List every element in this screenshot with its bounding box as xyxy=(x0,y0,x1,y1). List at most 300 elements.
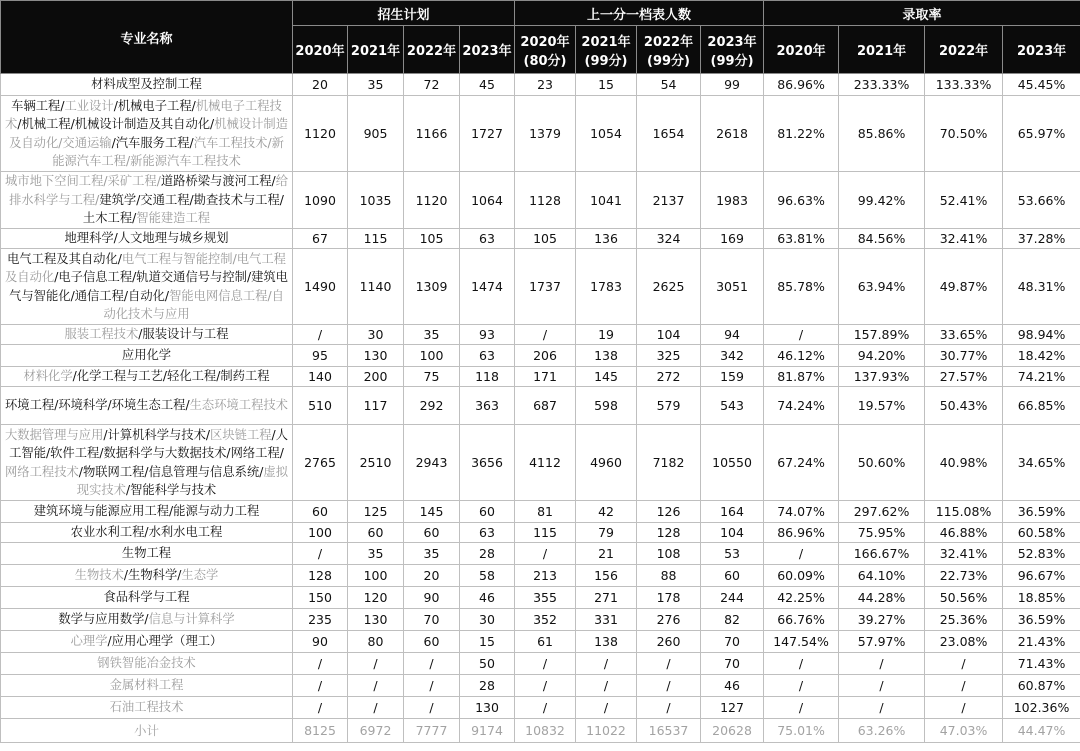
value-cell: 150 xyxy=(293,587,348,609)
value-cell: 63 xyxy=(460,523,515,543)
major-name-segment: 网络工程技术 xyxy=(5,464,79,479)
value-cell: / xyxy=(764,543,839,565)
value-cell: / xyxy=(515,653,576,675)
major-name-segment: /机械电子工程/ xyxy=(113,98,196,113)
major-name-segment: 汽车工程技术/新能源汽车工程/新能源汽车工程技术 xyxy=(52,135,284,168)
header-major-name: 专业名称 xyxy=(1,1,293,74)
value-cell: 37.28% xyxy=(1003,229,1080,249)
value-cell: / xyxy=(637,697,701,719)
value-cell: 70 xyxy=(404,609,460,631)
value-cell: 36.59% xyxy=(1003,501,1080,523)
value-cell: 118 xyxy=(460,367,515,387)
header-enrollment-plan: 招生计划 xyxy=(293,1,515,26)
value-cell: 74.21% xyxy=(1003,367,1080,387)
major-name-segment: 应用化学 xyxy=(121,348,172,363)
major-name-segment: 电气工程与智能控制/电气工程及自动化 xyxy=(5,251,286,284)
plan-year-header: 2021年 xyxy=(348,26,404,74)
value-cell: / xyxy=(576,653,637,675)
value-cell: 48.31% xyxy=(1003,249,1080,325)
major-name-cell xyxy=(1,74,293,96)
value-cell: 297.62% xyxy=(839,501,925,523)
value-cell: 117 xyxy=(348,387,404,425)
value-cell: 50.56% xyxy=(925,587,1003,609)
value-cell: 96.67% xyxy=(1003,565,1080,587)
value-cell: 1128 xyxy=(515,172,576,229)
value-cell: 115.08% xyxy=(925,501,1003,523)
value-cell: 23 xyxy=(515,74,576,96)
value-cell: 260 xyxy=(637,631,701,653)
table-row xyxy=(1,325,1080,345)
major-name-segment: /汽车服务工程/ xyxy=(111,135,194,150)
table-row xyxy=(1,587,1080,609)
value-cell: 352 xyxy=(515,609,576,631)
value-cell: 45.45% xyxy=(1003,74,1080,96)
major-name-cell xyxy=(1,172,293,229)
value-cell: 2137 xyxy=(637,172,701,229)
value-cell: 54 xyxy=(637,74,701,96)
major-name-cell xyxy=(1,653,293,675)
major-name-segment: 环境工程/环境科学/环境生态工程/ xyxy=(5,398,190,413)
value-cell: / xyxy=(764,675,839,697)
value-cell: 140 xyxy=(293,367,348,387)
value-cell: 46.12% xyxy=(764,345,839,367)
value-cell: 138 xyxy=(576,345,637,367)
value-cell: 1166 xyxy=(404,96,460,172)
value-cell: 39.27% xyxy=(839,609,925,631)
value-cell: 244 xyxy=(701,587,764,609)
value-cell: 233.33% xyxy=(839,74,925,96)
value-cell: 156 xyxy=(576,565,637,587)
value-cell: 171 xyxy=(515,367,576,387)
value-cell: 60 xyxy=(404,523,460,543)
value-cell: 63.94% xyxy=(839,249,925,325)
value-cell: 50.60% xyxy=(839,425,925,501)
total-value-cell: 8125 xyxy=(293,719,348,743)
score-year-header: 2022年 (99分) xyxy=(637,26,701,74)
major-name-cell xyxy=(1,609,293,631)
value-cell: 53 xyxy=(701,543,764,565)
value-cell: 28 xyxy=(460,675,515,697)
total-value-cell: 75.01% xyxy=(764,719,839,743)
major-name-segment: /智能科学与技术 xyxy=(125,483,217,497)
value-cell: 324 xyxy=(637,229,701,249)
value-cell: 60.87% xyxy=(1003,675,1080,697)
plan-year-header: 2022年 xyxy=(404,26,460,74)
value-cell: 81.87% xyxy=(764,367,839,387)
value-cell: 82 xyxy=(701,609,764,631)
value-cell: 4112 xyxy=(515,425,576,501)
value-cell: 125 xyxy=(348,501,404,523)
value-cell: 235 xyxy=(293,609,348,631)
major-name-segment: /计算机科学与技术/ xyxy=(103,427,211,442)
major-name-segment: /机械工程/机械设计制造及其自动化/ xyxy=(17,117,215,131)
value-cell: 63 xyxy=(460,345,515,367)
major-name-segment: 建筑学/交通工程/勘查技术与工程/土木工程/ xyxy=(82,192,284,226)
value-cell: 94 xyxy=(701,325,764,345)
value-cell: 115 xyxy=(515,523,576,543)
major-name-segment: /化学工程与工艺/轻化工程/制药工程 xyxy=(72,369,270,384)
major-name-segment: 建筑环境与能源应用工程/能源与动力工程 xyxy=(33,504,260,519)
value-cell: 34.65% xyxy=(1003,425,1080,501)
value-cell: 1054 xyxy=(576,96,637,172)
rate-year-header: 2021年 xyxy=(839,26,925,74)
value-cell: 25.36% xyxy=(925,609,1003,631)
total-value-cell: 10832 xyxy=(515,719,576,743)
table-row xyxy=(1,565,1080,587)
major-name-cell xyxy=(1,387,293,425)
value-cell: 64.10% xyxy=(839,565,925,587)
value-cell: 4960 xyxy=(576,425,637,501)
value-cell: 1490 xyxy=(293,249,348,325)
value-cell: 74.07% xyxy=(764,501,839,523)
value-cell: 104 xyxy=(701,523,764,543)
value-cell: 138 xyxy=(576,631,637,653)
table-row xyxy=(1,609,1080,631)
value-cell: 1737 xyxy=(515,249,576,325)
value-cell: 1309 xyxy=(404,249,460,325)
major-name-segment: /应用心理学（理工） xyxy=(107,634,223,649)
table-row xyxy=(1,172,1080,229)
value-cell: 145 xyxy=(576,367,637,387)
value-cell: 18.42% xyxy=(1003,345,1080,367)
table-row xyxy=(1,367,1080,387)
table-row xyxy=(1,74,1080,96)
value-cell: 147.54% xyxy=(764,631,839,653)
major-name-segment: 材料成型及控制工程 xyxy=(91,77,202,92)
major-name-segment: 生态学 xyxy=(181,568,219,583)
major-name-segment: /生物科学/ xyxy=(123,568,182,583)
score-year-header: 2023年 (99分) xyxy=(701,26,764,74)
value-cell: / xyxy=(293,697,348,719)
value-cell: 60 xyxy=(460,501,515,523)
value-cell: 276 xyxy=(637,609,701,631)
value-cell: 342 xyxy=(701,345,764,367)
value-cell: / xyxy=(515,675,576,697)
plan-year-header: 2023年 xyxy=(460,26,515,74)
value-cell: 67 xyxy=(293,229,348,249)
major-name-cell xyxy=(1,587,293,609)
major-name-segment: 数学与应用数学/ xyxy=(58,612,149,627)
value-cell: 36.59% xyxy=(1003,609,1080,631)
value-cell: 100 xyxy=(293,523,348,543)
value-cell: / xyxy=(925,697,1003,719)
value-cell: 1041 xyxy=(576,172,637,229)
value-cell: 60.09% xyxy=(764,565,839,587)
major-name-segment: 道路桥梁与渡河工程/ xyxy=(160,174,276,189)
value-cell: 19 xyxy=(576,325,637,345)
major-name-cell xyxy=(1,325,293,345)
value-cell: 2943 xyxy=(404,425,460,501)
major-name-cell xyxy=(1,697,293,719)
major-name-cell xyxy=(1,425,293,501)
value-cell: 363 xyxy=(460,387,515,425)
major-name-segment: 农业水利工程/水利水电工程 xyxy=(70,525,223,540)
value-cell: 93 xyxy=(460,325,515,345)
value-cell: 355 xyxy=(515,587,576,609)
value-cell: 44.28% xyxy=(839,587,925,609)
major-name-segment: 智能电网信息工程/自动化技术与应用 xyxy=(103,288,284,321)
table-row xyxy=(1,345,1080,367)
value-cell: 20 xyxy=(293,74,348,96)
value-cell: 60.58% xyxy=(1003,523,1080,543)
value-cell: 331 xyxy=(576,609,637,631)
total-label: 小计 xyxy=(1,719,293,743)
value-cell: / xyxy=(839,697,925,719)
value-cell: 72 xyxy=(404,74,460,96)
value-cell: 1140 xyxy=(348,249,404,325)
value-cell: 32.41% xyxy=(925,229,1003,249)
major-name-cell xyxy=(1,565,293,587)
value-cell: 58 xyxy=(460,565,515,587)
value-cell: 88 xyxy=(637,565,701,587)
value-cell: 272 xyxy=(637,367,701,387)
major-name-segment: 工业设计 xyxy=(64,98,114,113)
value-cell: 50 xyxy=(460,653,515,675)
value-cell: / xyxy=(839,675,925,697)
value-cell: 292 xyxy=(404,387,460,425)
value-cell: 1783 xyxy=(576,249,637,325)
value-cell: 46.88% xyxy=(925,523,1003,543)
major-name-cell xyxy=(1,345,293,367)
value-cell: 61 xyxy=(515,631,576,653)
value-cell: 75.95% xyxy=(839,523,925,543)
value-cell: 137.93% xyxy=(839,367,925,387)
major-name-segment: 机械电子工程技术 xyxy=(5,98,282,131)
value-cell: 126 xyxy=(637,501,701,523)
value-cell: 57.97% xyxy=(839,631,925,653)
value-cell: 7182 xyxy=(637,425,701,501)
value-cell: 80 xyxy=(348,631,404,653)
table-row xyxy=(1,543,1080,565)
plan-year-header: 2020年 xyxy=(293,26,348,74)
rate-year-header: 2023年 xyxy=(1003,26,1080,74)
value-cell: / xyxy=(764,325,839,345)
major-name-segment: 虚拟现实技术 xyxy=(76,464,288,497)
value-cell: 136 xyxy=(576,229,637,249)
total-value-cell: 9174 xyxy=(460,719,515,743)
major-name-cell xyxy=(1,249,293,325)
value-cell: / xyxy=(404,697,460,719)
value-cell: 15 xyxy=(576,74,637,96)
value-cell: 128 xyxy=(293,565,348,587)
value-cell: 271 xyxy=(576,587,637,609)
value-cell: / xyxy=(404,675,460,697)
value-cell: 85.86% xyxy=(839,96,925,172)
value-cell: 79 xyxy=(576,523,637,543)
value-cell: 27.57% xyxy=(925,367,1003,387)
value-cell: 104 xyxy=(637,325,701,345)
rate-year-header: 2020年 xyxy=(764,26,839,74)
major-name-segment: 给排水科学与工程/ xyxy=(9,174,288,207)
major-name-cell xyxy=(1,229,293,249)
major-name-segment: /服装设计与工程 xyxy=(138,327,229,342)
value-cell: 21 xyxy=(576,543,637,565)
header-score-count: 上一分一档表人数 xyxy=(515,1,764,26)
value-cell: 46 xyxy=(460,587,515,609)
value-cell: 75 xyxy=(404,367,460,387)
value-cell: 60 xyxy=(293,501,348,523)
value-cell: 105 xyxy=(404,229,460,249)
major-name-segment: 智能建造工程 xyxy=(136,211,211,226)
value-cell: 2765 xyxy=(293,425,348,501)
value-cell: 67.24% xyxy=(764,425,839,501)
value-cell: / xyxy=(404,653,460,675)
value-cell: / xyxy=(764,653,839,675)
value-cell: 108 xyxy=(637,543,701,565)
table-row xyxy=(1,501,1080,523)
table-row xyxy=(1,425,1080,501)
value-cell: 46 xyxy=(701,675,764,697)
value-cell: 100 xyxy=(404,345,460,367)
major-name-segment: 钢铁智能冶金技术 xyxy=(97,656,196,671)
value-cell: 2625 xyxy=(637,249,701,325)
value-cell: 579 xyxy=(637,387,701,425)
major-name-segment: 区块链工程 xyxy=(210,427,272,442)
value-cell: 90 xyxy=(293,631,348,653)
value-cell: 166.67% xyxy=(839,543,925,565)
major-name-cell xyxy=(1,367,293,387)
value-cell: 23.08% xyxy=(925,631,1003,653)
major-name-cell xyxy=(1,543,293,565)
major-name-segment: 车辆工程/ xyxy=(11,98,65,113)
total-value-cell: 20628 xyxy=(701,719,764,743)
major-name-segment: 食品科学与工程 xyxy=(103,590,190,605)
value-cell: 60 xyxy=(348,523,404,543)
value-cell: 71.43% xyxy=(1003,653,1080,675)
table-row xyxy=(1,96,1080,172)
major-name-segment: 材料化学 xyxy=(23,369,73,384)
value-cell: / xyxy=(637,675,701,697)
value-cell: 98.94% xyxy=(1003,325,1080,345)
value-cell: 86.96% xyxy=(764,74,839,96)
table-row xyxy=(1,523,1080,543)
value-cell: 30 xyxy=(460,609,515,631)
value-cell: 52.83% xyxy=(1003,543,1080,565)
value-cell: 86.96% xyxy=(764,523,839,543)
value-cell: 42.25% xyxy=(764,587,839,609)
major-name-cell xyxy=(1,675,293,697)
table-row xyxy=(1,249,1080,325)
value-cell: 32.41% xyxy=(925,543,1003,565)
value-cell: 115 xyxy=(348,229,404,249)
value-cell: 102.36% xyxy=(1003,697,1080,719)
value-cell: 105 xyxy=(515,229,576,249)
major-name-segment: 城市地下空间工程/采矿工程/ xyxy=(5,174,161,189)
value-cell: 60 xyxy=(701,565,764,587)
value-cell: 35 xyxy=(348,543,404,565)
table-row xyxy=(1,387,1080,425)
table-row xyxy=(1,675,1080,697)
value-cell: 213 xyxy=(515,565,576,587)
value-cell: 687 xyxy=(515,387,576,425)
table-row xyxy=(1,631,1080,653)
rate-year-header: 2022年 xyxy=(925,26,1003,74)
value-cell: 63 xyxy=(460,229,515,249)
value-cell: 543 xyxy=(701,387,764,425)
value-cell: 1474 xyxy=(460,249,515,325)
value-cell: 19.57% xyxy=(839,387,925,425)
major-name-cell xyxy=(1,523,293,543)
major-name-segment: 服装工程技术 xyxy=(64,327,139,342)
value-cell: 74.24% xyxy=(764,387,839,425)
value-cell: 1379 xyxy=(515,96,576,172)
value-cell: / xyxy=(293,675,348,697)
value-cell: / xyxy=(925,653,1003,675)
value-cell: 3051 xyxy=(701,249,764,325)
value-cell: 905 xyxy=(348,96,404,172)
total-value-cell: 6972 xyxy=(348,719,404,743)
value-cell: 2510 xyxy=(348,425,404,501)
value-cell: 22.73% xyxy=(925,565,1003,587)
value-cell: 30.77% xyxy=(925,345,1003,367)
value-cell: 21.43% xyxy=(1003,631,1080,653)
value-cell: / xyxy=(348,653,404,675)
value-cell: 159 xyxy=(701,367,764,387)
major-name-cell xyxy=(1,96,293,172)
value-cell: 70.50% xyxy=(925,96,1003,172)
value-cell: 81.22% xyxy=(764,96,839,172)
value-cell: 81 xyxy=(515,501,576,523)
value-cell: 65.97% xyxy=(1003,96,1080,172)
value-cell: / xyxy=(293,543,348,565)
value-cell: 164 xyxy=(701,501,764,523)
total-value-cell: 63.26% xyxy=(839,719,925,743)
major-name-segment: 金属材料工程 xyxy=(109,678,184,693)
value-cell: / xyxy=(839,653,925,675)
value-cell: 50.43% xyxy=(925,387,1003,425)
value-cell: 1654 xyxy=(637,96,701,172)
value-cell: 95 xyxy=(293,345,348,367)
major-name-cell xyxy=(1,501,293,523)
table-row xyxy=(1,229,1080,249)
major-name-segment: /人工智能/软件工程/数据科学与大数据技术/网络工程/ xyxy=(9,427,288,460)
value-cell: 10550 xyxy=(701,425,764,501)
value-cell: 18.85% xyxy=(1003,587,1080,609)
major-name-segment: /物联网工程/信息管理与信息系统/ xyxy=(78,464,264,479)
value-cell: / xyxy=(293,653,348,675)
major-name-segment: 大数据管理与应用 xyxy=(4,427,104,442)
major-name-segment: 机械设计制造及自动化/交通运输 xyxy=(9,117,288,150)
value-cell: 42 xyxy=(576,501,637,523)
table-row xyxy=(1,697,1080,719)
value-cell: 85.78% xyxy=(764,249,839,325)
value-cell: 169 xyxy=(701,229,764,249)
value-cell: / xyxy=(515,697,576,719)
value-cell: 1727 xyxy=(460,96,515,172)
value-cell: 35 xyxy=(404,325,460,345)
value-cell: 100 xyxy=(348,565,404,587)
value-cell: 3656 xyxy=(460,425,515,501)
value-cell: / xyxy=(348,675,404,697)
value-cell: 28 xyxy=(460,543,515,565)
value-cell: 157.89% xyxy=(839,325,925,345)
value-cell: 1064 xyxy=(460,172,515,229)
value-cell: 1120 xyxy=(404,172,460,229)
value-cell: 200 xyxy=(348,367,404,387)
value-cell: / xyxy=(764,697,839,719)
value-cell: 1035 xyxy=(348,172,404,229)
value-cell: 133.33% xyxy=(925,74,1003,96)
major-name-segment: 生物工程 xyxy=(121,546,172,561)
value-cell: 60 xyxy=(404,631,460,653)
value-cell: 45 xyxy=(460,74,515,96)
score-year-header: 2021年 (99分) xyxy=(576,26,637,74)
value-cell: 90 xyxy=(404,587,460,609)
value-cell: 178 xyxy=(637,587,701,609)
value-cell: 99 xyxy=(701,74,764,96)
total-value-cell: 7777 xyxy=(404,719,460,743)
major-name-segment: 心理学 xyxy=(70,634,108,649)
